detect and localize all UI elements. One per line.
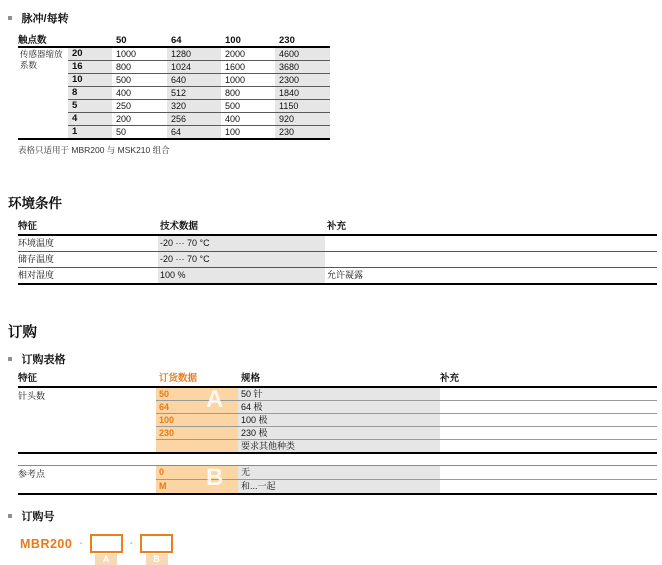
ordering-section-title: 订购 (8, 325, 37, 341)
marker-letter-b: B (206, 464, 224, 491)
factor-cell: 1 (68, 126, 112, 138)
table-row (18, 236, 657, 252)
pulses-table-header (18, 33, 330, 48)
column-header: 特征 (18, 373, 38, 384)
environment-section-title: 环境条件 (8, 196, 62, 211)
value-cell: 800 (225, 88, 241, 98)
order-code-cell: 230 (156, 427, 238, 439)
order-code-cell: 100 (156, 414, 238, 426)
factor-cell: 4 (68, 113, 112, 125)
factor-cell: 20 (68, 48, 112, 60)
value-cell: 64 (167, 126, 221, 138)
value-cell: 3680 (275, 61, 330, 73)
data-cell: -20 ··· 70 °C (158, 236, 325, 251)
column-header: 技术数据 (160, 221, 199, 232)
order-code-cell: 0 (156, 466, 238, 479)
spec-cell: 要求其他种类 (238, 440, 440, 452)
value-cell: 1150 (275, 100, 330, 112)
column-header: 订货数据 (159, 373, 198, 384)
ordering-table (18, 370, 657, 495)
column-header: 64 (171, 35, 182, 46)
value-cell: 500 (225, 101, 241, 111)
value-cell: 1000 (116, 49, 137, 59)
order-code-dash: - (129, 538, 134, 549)
spec-cell: 50 针 (238, 388, 440, 400)
supplement-cell (440, 401, 657, 413)
value-cell: 800 (116, 62, 132, 72)
order-code-dash: - (79, 538, 83, 549)
group-label: 参考点 (18, 469, 46, 479)
order-code-cell: 50 (156, 388, 238, 400)
table-row (18, 252, 657, 268)
column-header: 触点数 (18, 35, 47, 46)
order-code-cell: 64 (156, 401, 238, 413)
spec-cell: 230 极 (238, 427, 440, 439)
table-row (68, 125, 330, 138)
column-header: 补充 (327, 221, 347, 232)
value-cell: 512 (167, 87, 221, 99)
spec-cell: 64 极 (238, 401, 440, 413)
table-row (68, 99, 330, 112)
value-cell: 1600 (225, 62, 246, 72)
ordering-table-header-block (8, 351, 662, 367)
feature-cell: 相对湿度 (18, 270, 55, 280)
table-row (156, 388, 657, 400)
spec-cell: 和...一起 (238, 480, 440, 493)
table-row (156, 466, 657, 479)
data-cell: 100 % (158, 268, 325, 283)
value-cell: 320 (167, 100, 221, 112)
value-cell: 256 (167, 113, 221, 125)
value-cell: 1000 (225, 75, 246, 85)
slot-label-a: A (95, 554, 117, 565)
table-row (156, 439, 657, 452)
factor-cell: 16 (68, 61, 112, 73)
table-row (156, 479, 657, 493)
supplement-cell (440, 480, 657, 493)
table-row (68, 73, 330, 86)
feature-cell: 储存温度 (18, 254, 55, 264)
supplement-cell (440, 440, 657, 452)
column-header: 规格 (241, 373, 261, 384)
environment-table-header (18, 218, 657, 236)
group-label: 针头数 (18, 391, 46, 401)
spec-cell: 无 (238, 466, 440, 479)
pin-count-group (18, 388, 657, 454)
value-cell: 2300 (275, 74, 330, 86)
value-cell: 250 (116, 101, 132, 111)
value-cell: 500 (116, 75, 132, 85)
factor-cell: 5 (68, 100, 112, 112)
table-row (18, 268, 657, 285)
marker-letter-a: A (206, 386, 224, 413)
pulses-table-rows (68, 48, 330, 138)
column-header: 50 (116, 35, 127, 46)
reference-point-group (18, 465, 657, 495)
supplement-cell: 允许凝露 (327, 270, 364, 280)
value-cell: 100 (225, 127, 241, 137)
table-row (68, 60, 330, 73)
spec-cell: 100 极 (238, 414, 440, 426)
value-cell: 640 (167, 74, 221, 86)
supplement-cell (325, 236, 657, 251)
group-rows (156, 388, 657, 452)
square-bullet-icon (8, 514, 12, 518)
supplement-cell (325, 252, 657, 267)
value-cell: 1280 (167, 48, 221, 60)
data-cell: -20 ··· 70 °C (158, 252, 325, 267)
value-cell: 1024 (167, 61, 221, 73)
value-cell: 200 (116, 114, 132, 124)
table-row (68, 86, 330, 99)
supplement-cell (440, 466, 657, 479)
column-header: 230 (279, 35, 295, 46)
square-bullet-icon (8, 357, 12, 361)
slot-label-b: B (146, 554, 168, 565)
environment-table (18, 218, 657, 285)
supplement-cell (440, 414, 657, 426)
order-code-box (90, 534, 123, 553)
table-row (156, 413, 657, 426)
pulses-table (18, 33, 330, 140)
row-group-label-line: 传感器缩放 (20, 49, 63, 59)
ordering-table-header (18, 370, 657, 388)
table-note: 表格只适用于 MBR200 与 MSK210 组合 (18, 145, 170, 155)
column-header: 100 (225, 35, 241, 46)
ordering-table-title: 订购表格 (21, 354, 66, 366)
order-code-cell (156, 440, 238, 452)
supplement-cell (440, 388, 657, 400)
order-code-prefix: MBR200 (20, 537, 73, 551)
table-row (156, 426, 657, 439)
table-row (156, 400, 657, 413)
supplement-cell (440, 427, 657, 439)
value-cell: 920 (275, 113, 330, 125)
value-cell: 4600 (275, 48, 330, 60)
value-cell: 400 (225, 114, 241, 124)
group-rows (156, 466, 657, 493)
value-cell: 50 (116, 127, 127, 137)
order-number-title: 订购号 (21, 511, 55, 523)
column-header: 特征 (18, 221, 38, 232)
pulses-section-header (8, 10, 662, 26)
row-group-label-line: 系数 (20, 60, 38, 70)
value-cell: 230 (275, 126, 330, 138)
table-row (68, 112, 330, 125)
order-code-box (140, 534, 173, 553)
value-cell: 1840 (275, 87, 330, 99)
value-cell: 2000 (225, 49, 246, 59)
value-cell: 400 (116, 88, 132, 98)
column-header: 补充 (440, 373, 460, 384)
feature-cell: 环境温度 (18, 238, 55, 248)
order-code-cell: M (156, 480, 238, 493)
factor-cell: 8 (68, 87, 112, 99)
order-number-header-block (8, 508, 662, 524)
factor-cell: 10 (68, 74, 112, 86)
table-row (68, 48, 330, 60)
row-group-label (18, 48, 68, 138)
square-bullet-icon (8, 16, 12, 20)
pulses-section-title: 脉冲/每转 (21, 13, 69, 25)
pulses-table-body (18, 48, 330, 140)
